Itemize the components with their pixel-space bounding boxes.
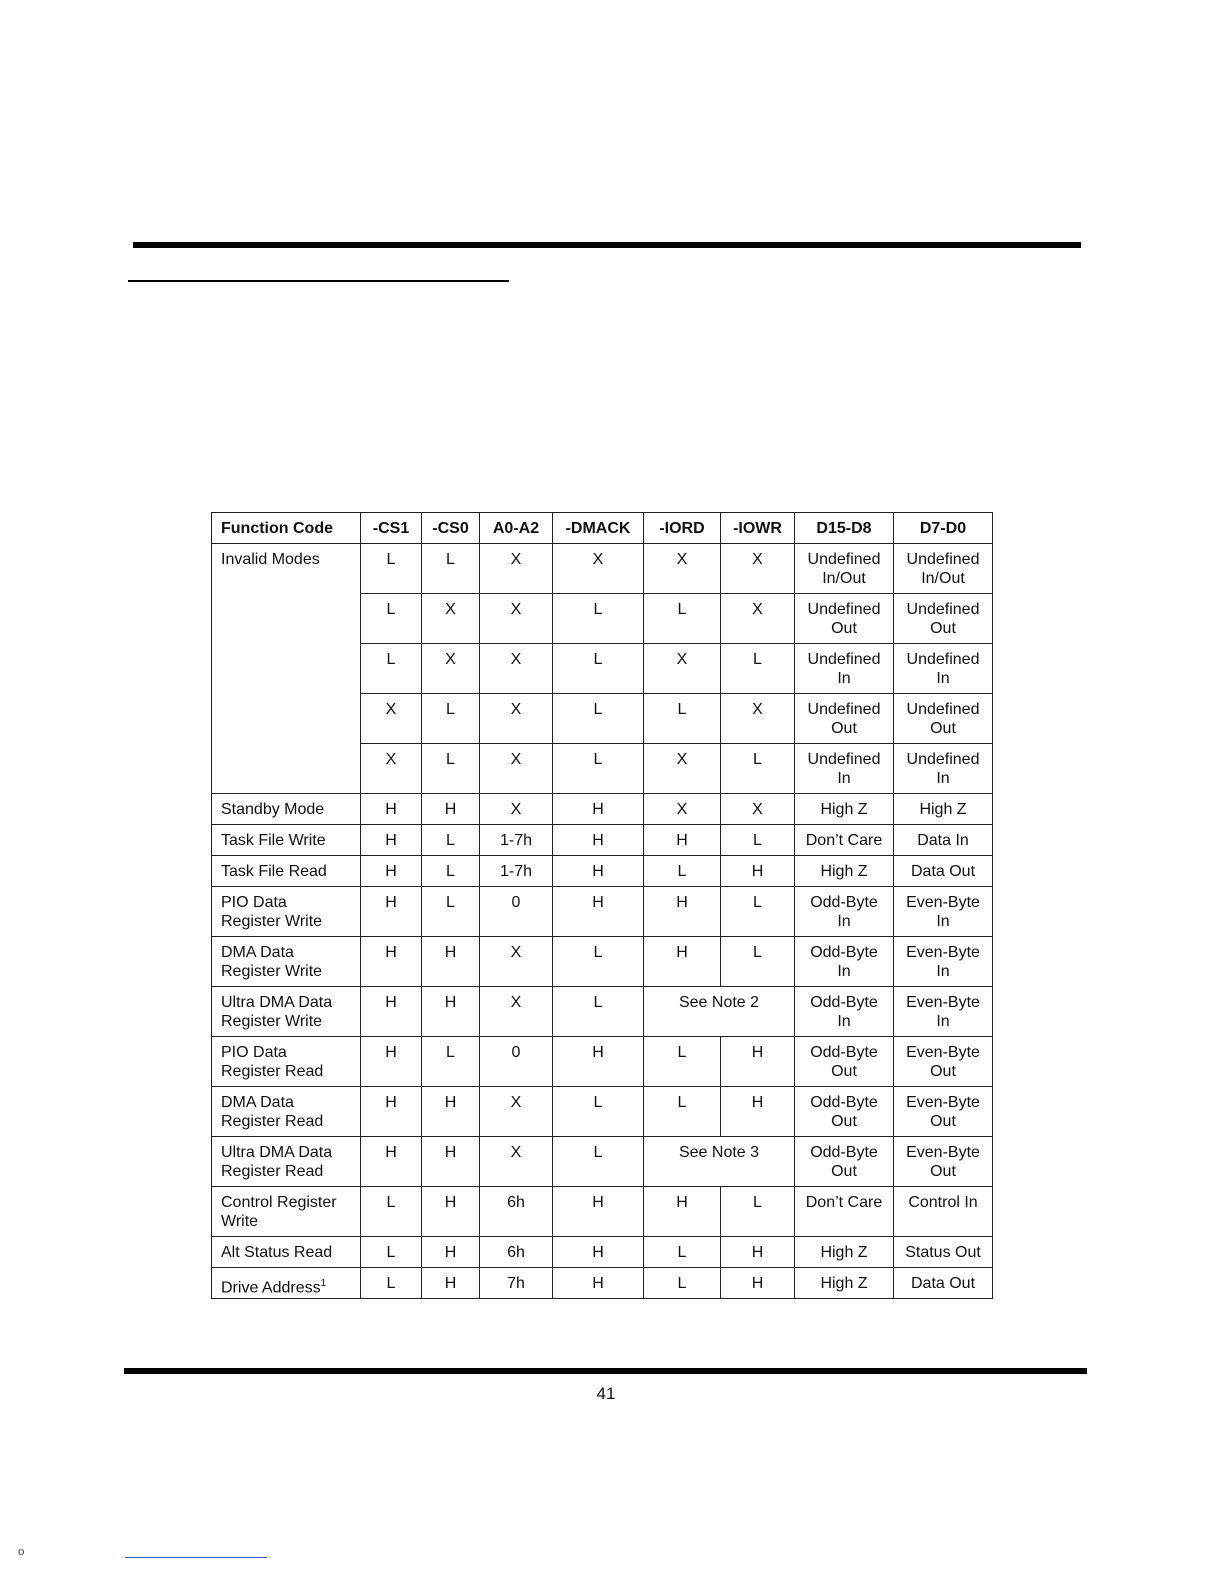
d7-d0-cell: Undefined In (894, 644, 993, 694)
function-code-cell (212, 887, 361, 937)
dmack-cell: H (553, 856, 644, 887)
cs1-cell: H (361, 1087, 422, 1137)
d7-d0-cell: Even-Byte Out (894, 1037, 993, 1087)
d15-d8-cell: High Z (795, 856, 894, 887)
iord-cell: L (644, 594, 721, 644)
function-code-text: DMA Data Register Write (221, 944, 323, 980)
d7-d0-cell: Undefined In/Out (894, 544, 993, 594)
table-row (212, 825, 993, 856)
iord-cell: X (644, 544, 721, 594)
function-code-text: Ultra DMA Data Register Read (221, 1144, 333, 1180)
a0-a2-cell: X (480, 644, 553, 694)
d7-d0-cell: High Z (894, 794, 993, 825)
a0-a2-cell: 1-7h (480, 856, 553, 887)
header-d7-d0: D7-D0 (894, 513, 993, 544)
function-code-cell (212, 987, 361, 1037)
cs0-cell: H (422, 1268, 480, 1299)
table-row (212, 544, 993, 594)
a0-a2-cell: 6h (480, 1187, 553, 1237)
iowr-cell: X (721, 794, 795, 825)
dmack-cell: L (553, 1137, 644, 1187)
iowr-cell: H (721, 1087, 795, 1137)
dmack-cell: X (553, 544, 644, 594)
header-d15-d8: D15-D8 (795, 513, 894, 544)
iord-cell: L (644, 694, 721, 744)
a0-a2-cell: 7h (480, 1268, 553, 1299)
function-code-cell (212, 1268, 361, 1299)
function-code-cell (212, 1237, 361, 1268)
table-row (212, 1037, 993, 1087)
cs1-cell: L (361, 644, 422, 694)
cs1-cell: L (361, 1268, 422, 1299)
signal-table (211, 512, 993, 1299)
dmack-cell: H (553, 1187, 644, 1237)
dmack-cell: L (553, 987, 644, 1037)
function-code-cell (212, 1187, 361, 1237)
a0-a2-cell: 6h (480, 1237, 553, 1268)
dmack-cell: L (553, 694, 644, 744)
d15-d8-cell: Odd-Byte Out (795, 1037, 894, 1087)
a0-a2-cell: X (480, 544, 553, 594)
note-cell: See Note 2 (644, 987, 795, 1037)
a0-a2-cell: 0 (480, 887, 553, 937)
a0-a2-cell: X (480, 594, 553, 644)
cs1-cell: H (361, 887, 422, 937)
iord-cell: H (644, 937, 721, 987)
footnote-marker: 1 (320, 1278, 327, 1289)
footer-mark: o (18, 1543, 25, 1558)
d15-d8-cell: Undefined Out (795, 594, 894, 644)
cs0-cell: H (422, 1187, 480, 1237)
a0-a2-cell: X (480, 987, 553, 1037)
iord-cell: L (644, 1237, 721, 1268)
iowr-cell: X (721, 544, 795, 594)
cs0-cell: L (422, 744, 480, 794)
iord-cell: L (644, 856, 721, 887)
d7-d0-cell: Undefined Out (894, 594, 993, 644)
cs0-cell: X (422, 644, 480, 694)
function-code-text: Ultra DMA Data Register Write (221, 994, 333, 1030)
iord-cell: H (644, 887, 721, 937)
cs0-cell: H (422, 1087, 480, 1137)
dmack-cell: L (553, 744, 644, 794)
d7-d0-cell: Even-Byte In (894, 887, 993, 937)
d15-d8-cell: Odd-Byte In (795, 937, 894, 987)
table-row (212, 887, 993, 937)
iord-cell: H (644, 1187, 721, 1237)
iowr-cell: H (721, 1037, 795, 1087)
a0-a2-cell: X (480, 744, 553, 794)
d7-d0-cell: Undefined In (894, 744, 993, 794)
header-iord: -IORD (644, 513, 721, 544)
iord-cell: L (644, 1037, 721, 1087)
dmack-cell: H (553, 1237, 644, 1268)
iowr-cell: L (721, 825, 795, 856)
cs1-cell: H (361, 987, 422, 1037)
iowr-cell: X (721, 694, 795, 744)
table-row (212, 1137, 993, 1187)
cs0-cell: L (422, 1037, 480, 1087)
d7-d0-cell: Even-Byte Out (894, 1087, 993, 1137)
d15-d8-cell: Odd-Byte In (795, 887, 894, 937)
iowr-cell: L (721, 887, 795, 937)
function-code-text: Standby Mode (221, 801, 325, 818)
dmack-cell: H (553, 825, 644, 856)
cs1-cell: L (361, 1237, 422, 1268)
d15-d8-cell: Odd-Byte Out (795, 1087, 894, 1137)
cs0-cell: L (422, 544, 480, 594)
d15-d8-cell: Odd-Byte In (795, 987, 894, 1037)
function-code-cell (212, 794, 361, 825)
function-code-cell (212, 937, 361, 987)
header-cs0: -CS0 (422, 513, 480, 544)
a0-a2-cell: X (480, 1087, 553, 1137)
d7-d0-cell: Even-Byte In (894, 937, 993, 987)
d7-d0-cell: Data Out (894, 856, 993, 887)
function-code-text: PIO Data Register Write (221, 894, 323, 930)
d7-d0-cell: Control In (894, 1187, 993, 1237)
cs0-cell: L (422, 694, 480, 744)
table-row (212, 1237, 993, 1268)
d15-d8-cell: Don’t Care (795, 825, 894, 856)
header-dmack: -DMACK (553, 513, 644, 544)
a0-a2-cell: X (480, 694, 553, 744)
cs1-cell: L (361, 544, 422, 594)
d15-d8-cell: High Z (795, 1237, 894, 1268)
cs0-cell: X (422, 594, 480, 644)
dmack-cell: H (553, 794, 644, 825)
cs0-cell: L (422, 856, 480, 887)
d7-d0-cell: Even-Byte Out (894, 1137, 993, 1187)
table-row (212, 856, 993, 887)
cs0-cell: H (422, 1237, 480, 1268)
header-a0-a2: A0-A2 (480, 513, 553, 544)
function-code-cell (212, 1137, 361, 1187)
d7-d0-cell: Data Out (894, 1268, 993, 1299)
bottom-rule (124, 1368, 1087, 1374)
d7-d0-cell: Undefined Out (894, 694, 993, 744)
function-code-text: Task File Read (221, 863, 327, 880)
d15-d8-cell: High Z (795, 1268, 894, 1299)
d7-d0-cell: Even-Byte In (894, 987, 993, 1037)
dmack-cell: L (553, 594, 644, 644)
function-code-text: Alt Status Read (221, 1244, 333, 1261)
function-code-text: Task File Write (221, 832, 326, 849)
cs0-cell: H (422, 987, 480, 1037)
d15-d8-cell: Undefined In/Out (795, 544, 894, 594)
iowr-cell: X (721, 594, 795, 644)
iord-cell: X (644, 744, 721, 794)
cs0-cell: L (422, 825, 480, 856)
table-row (212, 794, 993, 825)
iord-cell: L (644, 1268, 721, 1299)
cs1-cell: H (361, 937, 422, 987)
top-rule (133, 242, 1081, 248)
iowr-cell: L (721, 744, 795, 794)
a0-a2-cell: X (480, 794, 553, 825)
header-iowr: -IOWR (721, 513, 795, 544)
d7-d0-cell: Data In (894, 825, 993, 856)
table-row (212, 987, 993, 1037)
d15-d8-cell: Don’t Care (795, 1187, 894, 1237)
d15-d8-cell: Undefined In (795, 744, 894, 794)
d15-d8-cell: Odd-Byte Out (795, 1137, 894, 1187)
d7-d0-cell: Status Out (894, 1237, 993, 1268)
cs1-cell: H (361, 825, 422, 856)
cs1-cell: H (361, 794, 422, 825)
header-function-code: Function Code (212, 513, 361, 544)
function-code-cell (212, 1037, 361, 1087)
iowr-cell: H (721, 1268, 795, 1299)
iowr-cell: L (721, 937, 795, 987)
cs1-cell: L (361, 1187, 422, 1237)
function-code-cell (212, 856, 361, 887)
function-code-cell: Invalid Modes (212, 544, 361, 794)
iord-cell: X (644, 794, 721, 825)
dmack-cell: H (553, 1268, 644, 1299)
dmack-cell: L (553, 644, 644, 694)
cs0-cell: H (422, 937, 480, 987)
function-code-text: Control Register Write (221, 1194, 337, 1230)
dmack-cell: L (553, 1087, 644, 1137)
section-underline (128, 280, 509, 282)
dmack-cell: L (553, 937, 644, 987)
d15-d8-cell: Undefined Out (795, 694, 894, 744)
iowr-cell: L (721, 1187, 795, 1237)
function-code-text: DMA Data Register Read (221, 1094, 324, 1130)
iord-cell: X (644, 644, 721, 694)
table-header-row (212, 513, 993, 544)
d15-d8-cell: Undefined In (795, 644, 894, 694)
cs0-cell: H (422, 1137, 480, 1187)
function-code-cell (212, 1087, 361, 1137)
function-code-text: PIO Data Register Read (221, 1044, 324, 1080)
cs1-cell: H (361, 1037, 422, 1087)
cs1-cell: X (361, 694, 422, 744)
iord-cell: H (644, 825, 721, 856)
iowr-cell: L (721, 644, 795, 694)
a0-a2-cell: X (480, 937, 553, 987)
a0-a2-cell: 0 (480, 1037, 553, 1087)
cs1-cell: X (361, 744, 422, 794)
cs0-cell: L (422, 887, 480, 937)
cs1-cell: H (361, 856, 422, 887)
cs0-cell: H (422, 794, 480, 825)
table-row (212, 937, 993, 987)
note-cell: See Note 3 (644, 1137, 795, 1187)
iowr-cell: H (721, 1237, 795, 1268)
dmack-cell: H (553, 1037, 644, 1087)
page-number: 41 (596, 1384, 616, 1403)
table-row (212, 1087, 993, 1137)
iord-cell: L (644, 1087, 721, 1137)
header-cs1: -CS1 (361, 513, 422, 544)
footer-link-underline (125, 1557, 267, 1558)
function-code-text: Drive Address (221, 1279, 321, 1297)
table-row (212, 1187, 993, 1237)
cs1-cell: H (361, 1137, 422, 1187)
table-row (212, 1268, 993, 1299)
a0-a2-cell: 1-7h (480, 825, 553, 856)
iowr-cell: H (721, 856, 795, 887)
d15-d8-cell: High Z (795, 794, 894, 825)
function-code-cell (212, 825, 361, 856)
cs1-cell: L (361, 594, 422, 644)
a0-a2-cell: X (480, 1137, 553, 1187)
dmack-cell: H (553, 887, 644, 937)
table-body (212, 544, 993, 1299)
